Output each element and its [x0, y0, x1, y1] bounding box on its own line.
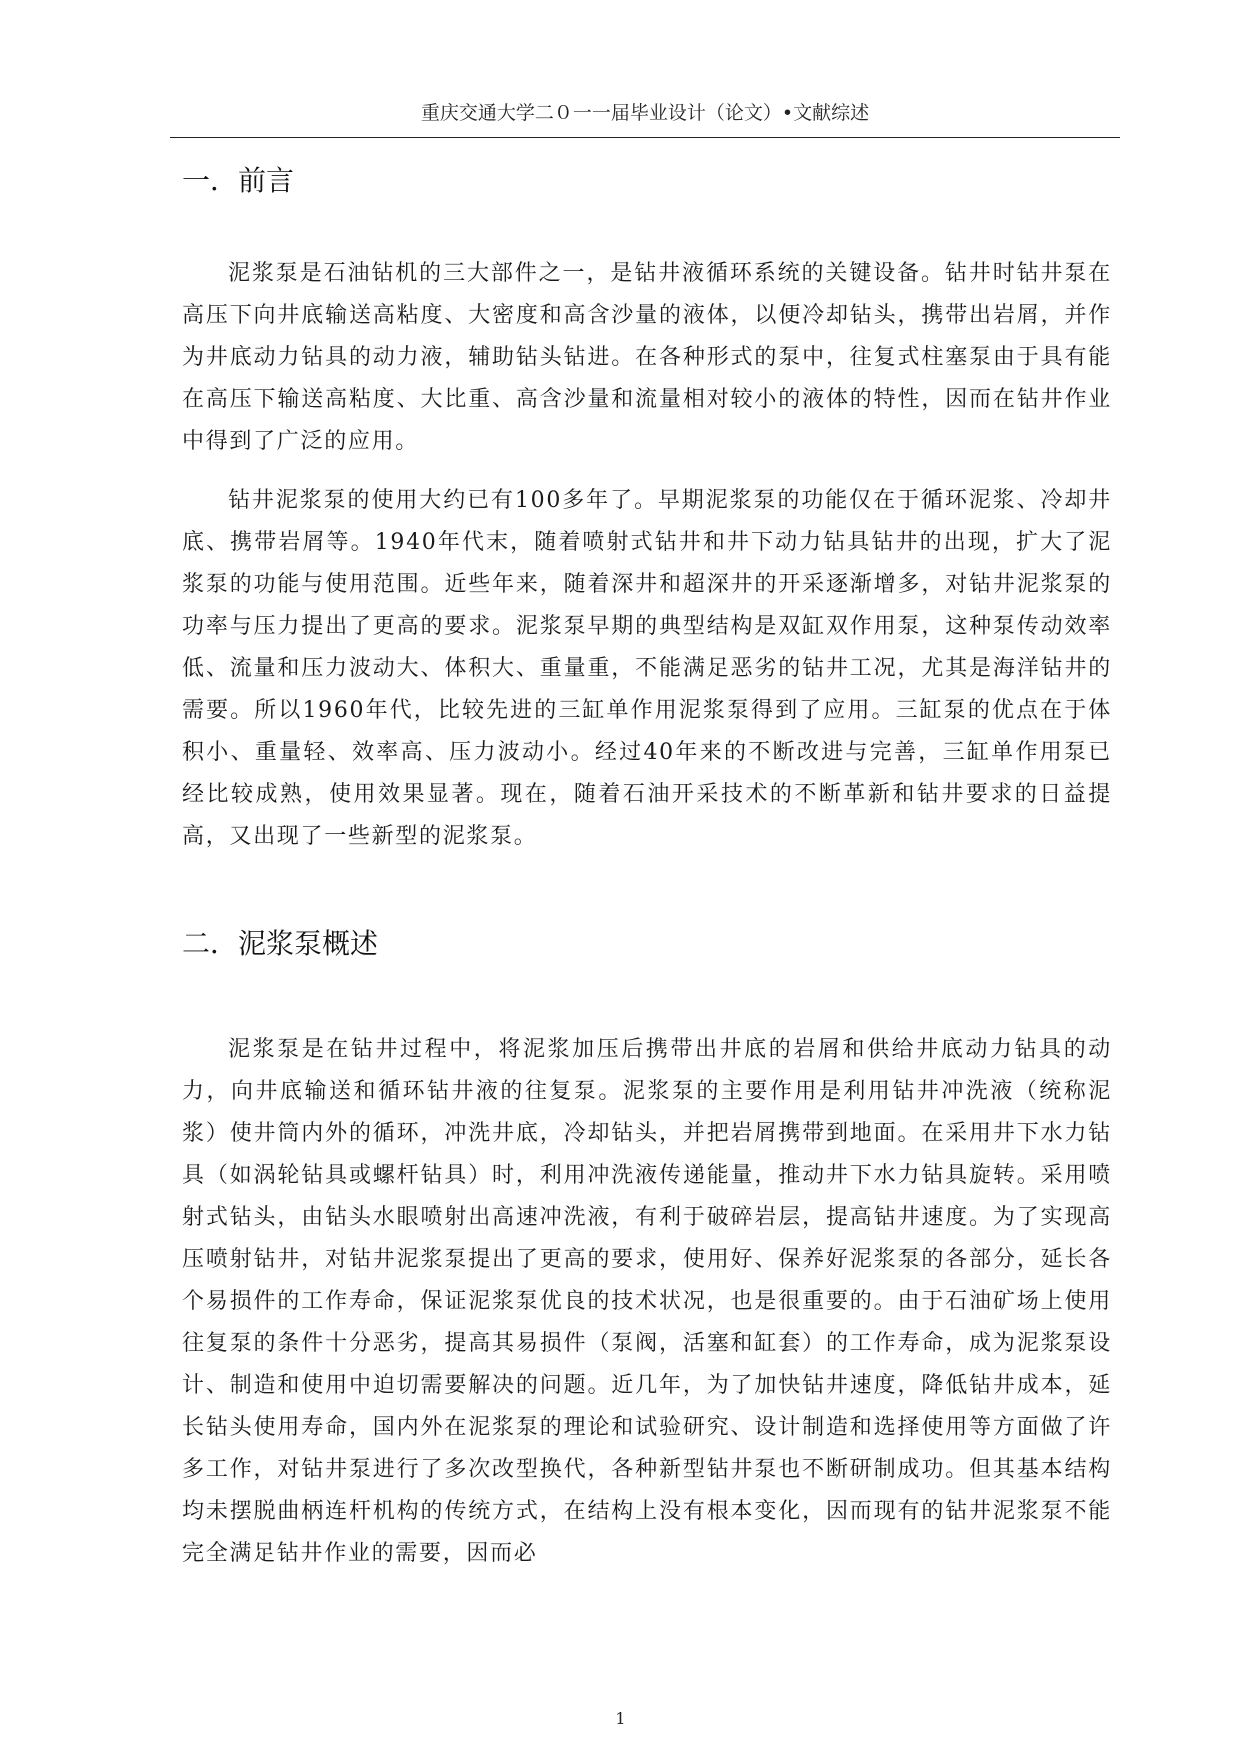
- paragraph: 泥浆泵是石油钻机的三大部件之一，是钻井液循环系统的关键设备。钻井时钻井泵在高压下向井底输送高粘度、大密度和高含沙量的液体，以便冷却钻头，携带出岩屑，并作为井底动力钻具的动力液，辅助钻头钻进。在各种形式的泵中，往复式柱塞泵由于具有能在高压下输送高粘度、大比重、高含沙量和流量相对较小的液体的特性，因而在钻井作业中得到了广泛的应用。: [182, 261, 1112, 454]
- header-divider: [170, 137, 1120, 138]
- paragraph: 泥浆泵是在钻井过程中，将泥浆加压后携带出井底的岩屑和供给井底动力钻具的动力，向井底输送和循环钻井液的往复泵。泥浆泵的主要作用是利用钻井冲洗液（统称泥浆）使井筒内外的循环，冲洗井底，冷却钻头，并把岩屑携带到地面。在采用井下水力钻具（如涡轮钻具或螺杆钻具）时，利用冲洗液传递能量，推动井下水力钻具旋转。采用喷射式钻头，由钻头水眼喷射出高速冲洗液，有利于破碎岩层，提高钻井速度。为了实现高压喷射钻井，对钻井泥浆泵提出了更高的要求，使用好、保养好泥浆泵的各部分，延长各个易损件的工作寿命，保证泥浆泵优良的技术状况，也是很重要的。由于石油矿场上使用往复泵的条件十分恶劣，提高其易损件（泵阀，活塞和缸套）的工作寿命，成为泥浆泵设计、制造和使用中迫切需要解决的问题。近几年，为了加快钻井速度，降低钻井成本，延长钻头使用寿命，国内外在泥浆泵的理论和试验研究、设计制造和选择使用等方面做了许多工作，对钻井泵进行了多次改型换代，各种新型钻井泵也不断研制成功。但其基本结构均未摆脱曲柄连杆机构的传统方式，在结构上没有根本变化，因而现有的钻井泥浆泵不能完全满足钻井作业的需要，因而必: [182, 1037, 1112, 1566]
- section-heading-preface: 一．前言: [182, 164, 295, 197]
- page-number: 1: [615, 1709, 626, 1728]
- paragraph: 钻井泥浆泵的使用大约已有100多年了。早期泥浆泵的功能仅在于循环泥浆、冷却井底、携带岩屑等。1940年代末，随着喷射式钻井和井下动力钻具钻井的出现，扩大了泥浆泵的功能与使用范围。近些年来，随着深井和超深井的开采逐渐增多，对钻井泥浆泵的功率与压力提出了更高的要求。泥浆泵早期的典型结构是双缸双作用泵，这种泵传动效率低、流量和压力波动大、体积大、重量重，不能满足恶劣的钻井工况，尤其是海洋钻井的需要。所以1960年代，比较先进的三缸单作用泥浆泵得到了应用。三缸泵的优点在于体积小、重量轻、效率高、压力波动小。经过40年来的不断改进与完善，三缸单作用泵已经比较成熟，使用效果显著。现在，随着石油开采技术的不断革新和钻井要求的日益提高，又出现了一些新型的泥浆泵。: [182, 488, 1112, 849]
- page-header: 重庆交通大学二０一一届毕业设计（论文）•文献综述: [420, 102, 870, 124]
- section-heading-mud-pump-overview: 二．泥浆泵概述: [182, 927, 379, 960]
